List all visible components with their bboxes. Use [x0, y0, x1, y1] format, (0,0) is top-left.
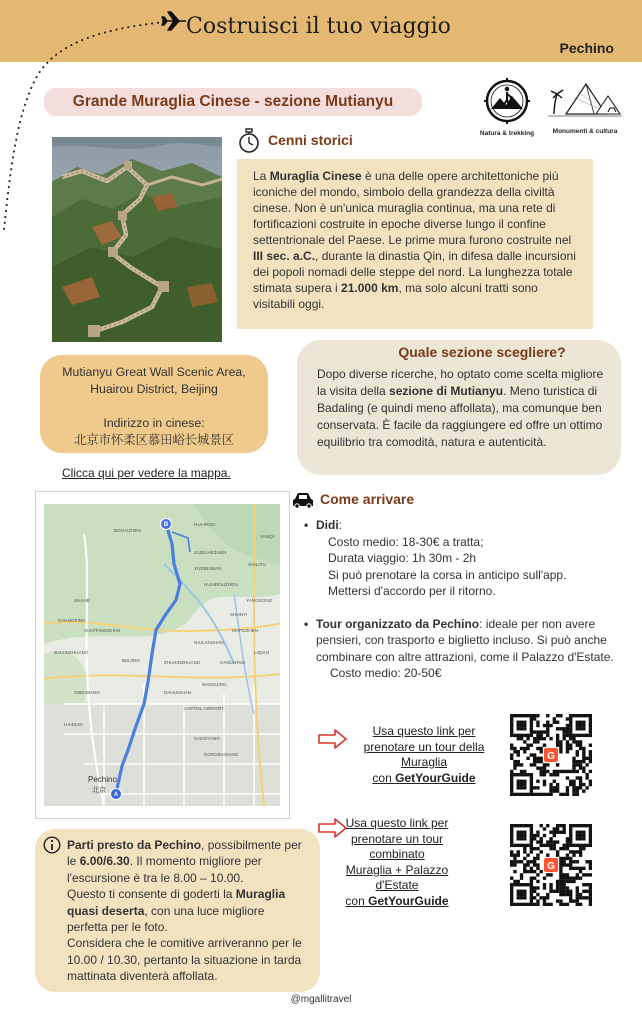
nature-badge-label: Natura & trekking	[479, 130, 535, 137]
map-place-label: SHAHE	[74, 598, 90, 603]
tip-bold-2: 6.00/6.30	[79, 854, 130, 869]
link2-line-5[interactable]: d'Estate	[375, 878, 419, 892]
map-place-label: NIULANSHAN	[194, 640, 224, 645]
tour-label: Tour organizzato da Pechino	[316, 616, 480, 631]
tour-item	[302, 616, 622, 666]
address-line-3: Indirizzo in cinese:	[103, 416, 205, 430]
sezione-heading: Quale sezione scegliere?	[398, 344, 566, 360]
storici-bold-3: 21.000 km	[341, 281, 399, 295]
stopwatch-icon	[238, 128, 260, 154]
link2-line-6[interactable]	[338, 894, 456, 910]
map-start-cn: 北京	[92, 786, 106, 794]
map-place-label: YANQI	[260, 534, 274, 539]
storici-text-4: , ma solo alcuni tratti sono visitabili oggi.	[253, 281, 538, 311]
link1-line-1[interactable]: Usa questo link per	[372, 724, 476, 738]
tip-text-1: , possibilmente per le	[67, 838, 302, 869]
qr-center-logo: G	[547, 861, 555, 872]
arrivare-section	[302, 517, 622, 682]
link2-getyourguide[interactable]: GetYourGuide	[368, 893, 449, 908]
map-start-label: Pechino	[88, 775, 117, 784]
map-place-label: BEIJING	[122, 658, 140, 663]
hiker-compass-icon	[482, 76, 532, 126]
map-place-label: DAHUISHAN	[164, 690, 192, 695]
car-icon	[292, 491, 314, 509]
map-place-label: HAIDIAN	[64, 722, 83, 727]
address-line-1: Mutianyu Great Wall Scenic Area,	[62, 365, 246, 379]
map-place-label: XIBEIWANG	[74, 690, 100, 695]
map-place-label: WANGJING	[202, 682, 227, 687]
sezione-box	[297, 340, 621, 475]
arrivare-heading: Come arrivare	[320, 491, 415, 507]
link1-getyourguide[interactable]: GetYourGuide	[395, 770, 476, 785]
address-box	[40, 355, 268, 453]
sezione-bold-1: sezione di Mutianyu	[389, 384, 504, 398]
tip-bold-1: Parti presto da Pechino	[67, 838, 202, 852]
map-place-label: CHAOYANG	[194, 736, 220, 741]
map-place-label: YUEBEIWAN	[194, 566, 222, 571]
didi-note-1: Si può prenotare la corsa in anticipo sull'app.	[328, 567, 567, 582]
link1-line-4[interactable]	[352, 771, 496, 787]
storici-heading: Cenni storici	[268, 132, 353, 148]
tip-text-4: , con una luce migliore perfetta per le foto.	[67, 903, 265, 935]
storici-bold-1: Muraglia Cinese	[269, 169, 362, 183]
map-place-label: JIUDUHEZHEN	[194, 550, 227, 555]
info-icon	[43, 836, 61, 854]
didi-cost: Costo medio: 18-30€ a tratta;	[328, 534, 484, 549]
great-wall-photo	[52, 137, 222, 342]
header-bar	[0, 0, 642, 62]
map-place-label: LIQIAO	[254, 650, 270, 655]
route-map[interactable]	[35, 491, 290, 819]
nature-badge	[474, 76, 540, 137]
tip-text-3: Questo ti consente di goderti la	[67, 887, 236, 902]
airplane-icon	[160, 9, 188, 33]
monuments-badge	[548, 74, 622, 135]
qr-code-tour-muraglia[interactable]	[510, 714, 592, 796]
address-chinese: 北京市怀柔区慕田峪长城景区	[74, 433, 234, 447]
map-place-label: BOHAIZHEN	[114, 528, 141, 533]
sezione-body	[317, 366, 607, 451]
map-place-label: HUAIROU	[194, 522, 216, 527]
storici-text-3: , durante la dinastia Qin, in difesa dalle incursioni dei popoli nomadi delle steppe del nord. La lunghezza totale stimata supera i	[253, 249, 576, 295]
tour-cost: Costo medio: 20-50€	[330, 666, 442, 680]
didi-colon: :	[338, 518, 343, 532]
storici-text-2: è una delle opere architettoniche più iconiche del mondo, simbolo della grandezza della civiltà cinese. Non è un'unica muraglia continua, ma una rete di fortificazioni costruite in epoche diverse lungo il confine settentrionale del Paese. Le prime mura furono costruite nel	[253, 169, 572, 247]
link1-line-3[interactable]: Muraglia	[400, 755, 448, 769]
link-tour-muraglia[interactable]	[352, 724, 496, 786]
tour-text: : ideale per non avere pensieri, con trasporto e biglietto incluso. Si può anche combinare con altre attrazioni, come il Palazzo d'Estate.	[316, 616, 614, 664]
sezione-text-2: . Meno turistica di Badaling (e quindi meno affollata), ma comunque ben conservata. È facile da raggiungere ed offre un ottimo equilibrio tra comodità, natura e autenticità.	[317, 384, 603, 449]
link1-con[interactable]: con	[372, 770, 396, 785]
map-place-label: BAIXINZHUANG	[54, 650, 89, 655]
tip-bold-3: Muraglia quasi deserta	[67, 887, 286, 918]
city-label: Pechino	[559, 40, 614, 56]
address-line-2: Huairou District, Beijing	[90, 382, 218, 396]
map-place-label: GAOLIYING	[220, 660, 246, 665]
didi-item	[302, 517, 622, 534]
link2-line-1[interactable]: Usa questo link per	[345, 816, 449, 830]
map-place-label: CAPITAL AIRPORT	[184, 706, 224, 711]
map-place-label: SHILIYU	[248, 562, 266, 567]
map-pin-b: B	[163, 522, 169, 528]
map-place-label: MAPOZHEN	[232, 628, 259, 633]
map-place-label: XIAOTANGSHAN	[84, 628, 121, 633]
footer-handle: @mgallitravel	[290, 994, 352, 1005]
qr-center-logo: G	[547, 751, 555, 762]
storici-bold-2: III sec. a.C.	[253, 249, 316, 263]
didi-time: Durata viaggio: 1h 30m - 2h	[328, 551, 477, 565]
arrow-right-icon	[318, 729, 348, 749]
qr-code-tour-combinato[interactable]	[510, 824, 592, 906]
map-pin-a: A	[113, 792, 119, 798]
map-place-label: SHUNYI	[230, 612, 248, 617]
map-link[interactable]: Clicca qui per vedere la mappa.	[62, 466, 231, 480]
map-place-label: ZHUXINZHUANG	[164, 660, 201, 665]
didi-label: Didi	[316, 518, 339, 532]
storici-text-1: La	[253, 169, 270, 183]
map-place-label: CHANGPING	[58, 618, 86, 623]
link-tour-combinato[interactable]	[338, 816, 456, 909]
map-canvas[interactable]	[44, 504, 280, 806]
map-place-label: YANGSONG	[246, 598, 273, 603]
link2-line-2[interactable]: prenotare un tour	[350, 831, 444, 846]
map-place-label: DONGBAXIANG	[204, 752, 239, 757]
page-title: Costruisci il tuo viaggio	[186, 14, 451, 39]
monuments-badge-label: Monumenti & cultura	[552, 128, 618, 135]
link2-line-4[interactable]: Muraglia + Palazzo	[345, 862, 449, 877]
tip-text-5: Considera che le comitive arriveranno per le 10.00 / 10.30, pertanto la situazione in tarda mattinata diventerà affollata.	[67, 936, 302, 984]
storici-box	[237, 159, 593, 329]
map-place-label: HUAIROUZHEN	[204, 582, 238, 587]
tip-text-2: . Il momento migliore per l'escursione è tra le 8.00 – 10.00.	[67, 854, 262, 885]
link2-con[interactable]: con	[345, 893, 369, 908]
tip-box	[35, 829, 320, 992]
sezione-text-1: Dopo diverse ricerche, ho optato come scelta migliore la visita della	[317, 367, 604, 398]
didi-note-2: Mettersi d'accordo per il ritorno.	[328, 584, 496, 598]
section-title: Grande Muraglia Cinese - sezione Mutianyu	[44, 88, 422, 116]
link2-line-3[interactable]: combinato	[369, 847, 425, 861]
pyramids-icon	[548, 74, 622, 124]
link1-line-2[interactable]: prenotare un tour della	[363, 739, 485, 754]
